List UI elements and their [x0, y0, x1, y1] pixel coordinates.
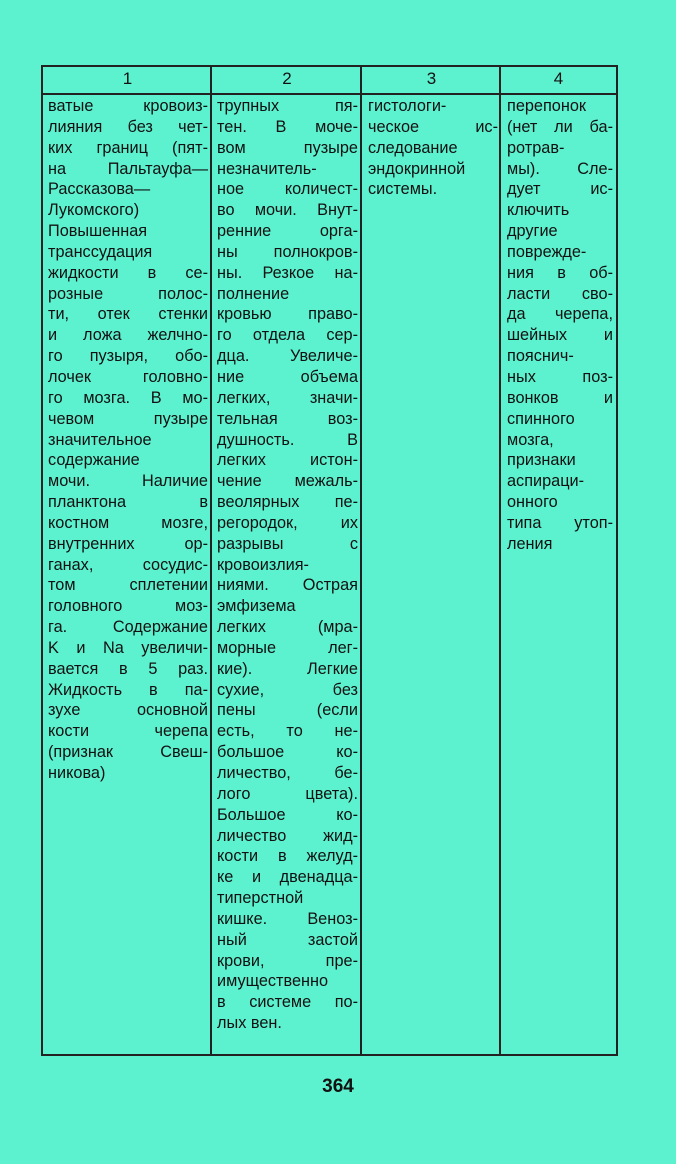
text-line: веолярных пе-: [217, 493, 358, 512]
text-line: го пузыря, обо-: [48, 347, 208, 366]
text-line: трупных пя-: [217, 97, 358, 115]
text-line: пояснич-: [507, 347, 574, 366]
table-cell-column-4: [501, 93, 616, 1054]
text-line: ческое ис-: [368, 117, 498, 136]
text-line: эмфизема: [217, 597, 296, 616]
text-line: том сплетении: [48, 576, 208, 595]
text-line: системы.: [368, 180, 438, 199]
text-line: значительное: [48, 430, 152, 449]
text-line: го отдела сер-: [217, 326, 358, 345]
text-line: (признак Свеш-: [48, 743, 208, 762]
text-line: жидкости в се-: [48, 263, 208, 282]
text-line: транссудация: [48, 242, 153, 261]
text-line: Лукомского): [48, 201, 140, 220]
text-line: кровоизлия-: [217, 555, 309, 574]
text-line: зухе основной: [48, 701, 208, 720]
data-table: [41, 65, 618, 1056]
text-line: вом пузыре: [217, 138, 358, 157]
table-cell-column-1: [43, 93, 212, 1054]
text-line: есть, то не-: [217, 722, 358, 741]
text-line: ное количест-: [217, 180, 358, 199]
text-line: кости черепа: [48, 722, 208, 741]
text-line: крови, пре-: [217, 951, 358, 970]
text-line: кости в желуд-: [217, 847, 358, 866]
text-line: ны. Резкое на-: [217, 263, 358, 282]
text-line: ких границ (пят-: [48, 138, 208, 157]
text-line: и ложа желчно-: [48, 326, 208, 345]
text-line: другие: [507, 222, 558, 241]
text-line: легких истон-: [217, 451, 358, 470]
text-line: регородок, их: [217, 513, 358, 532]
text-line: аспираци-: [507, 472, 585, 491]
text-line: Повышенная: [48, 222, 148, 241]
text-line: ный застой: [217, 930, 358, 949]
text-line: незначитель-: [217, 159, 317, 178]
text-line: сухие, без: [217, 680, 358, 699]
text-line: во мочи. Внут-: [217, 201, 358, 220]
text-line: разрывы с: [217, 534, 358, 553]
text-line: дует ис-: [507, 180, 613, 199]
text-line: онного: [507, 493, 558, 512]
text-line: лияния без чет-: [48, 117, 208, 136]
text-line: тен. В моче-: [217, 117, 358, 136]
text-line: чевом пузыре: [48, 409, 208, 428]
text-line: чение межаль-: [217, 472, 358, 491]
table-header-row: [43, 67, 616, 95]
text-line: лого цвета).: [217, 784, 358, 803]
text-line: Рассказова—: [48, 180, 151, 199]
text-line: следование: [368, 138, 458, 157]
text-line: ние объема: [217, 367, 358, 386]
text-line: никова): [48, 764, 106, 782]
text-line: головного моз-: [48, 597, 208, 616]
text-line: мы). Сле-: [507, 159, 613, 178]
text-line: лочек головно-: [48, 367, 208, 386]
text-line: ключить: [507, 201, 570, 220]
text-line: перепонок: [507, 97, 587, 115]
text-line: да черепа,: [507, 305, 613, 324]
text-line: кишке. Веноз-: [217, 909, 358, 928]
column-header-3: 3: [426, 69, 437, 88]
text-line: спинного: [507, 409, 575, 428]
column-divider: [499, 67, 501, 1054]
text-line: полнение: [217, 284, 290, 303]
text-line: ния в об-: [507, 263, 613, 282]
text-line: мозга,: [507, 430, 554, 449]
text-line: планктона в: [48, 493, 208, 512]
text-line: дца. Увеличе-: [217, 347, 358, 366]
text-line: типерстной: [217, 889, 304, 908]
text-line: шейных и: [507, 326, 613, 345]
text-line: внутренних ор-: [48, 534, 208, 553]
text-line: эндокринной: [368, 159, 466, 178]
text-line: Жидкость в па-: [48, 680, 208, 699]
column-header-2: 2: [282, 69, 292, 88]
table-body: [43, 93, 616, 1054]
text-line: кие). Легкие: [217, 659, 358, 678]
text-line: пены (если: [217, 701, 358, 720]
text-line: ласти сво-: [507, 284, 613, 303]
text-line: на Пальтауфа—: [48, 159, 208, 178]
text-line: Большое ко-: [217, 805, 358, 824]
text-line: морные лег-: [217, 638, 358, 657]
text-line: ке и двенадца-: [217, 868, 358, 887]
text-line: в системе по-: [217, 993, 358, 1012]
column-divider: [210, 67, 212, 1054]
text-line: ренние орга-: [217, 222, 358, 241]
text-line: ватые кровоиз-: [48, 97, 208, 115]
text-line: имущественно: [217, 972, 329, 991]
text-line: личество жид-: [217, 826, 358, 845]
text-line: вается в 5 раз.: [48, 659, 208, 678]
text-line: душность. В: [217, 430, 358, 449]
text-line: ротрав-: [507, 138, 565, 157]
text-line: ганах, сосудис-: [48, 555, 208, 574]
text-line: вонков и: [507, 388, 613, 407]
column-header-1: 1: [122, 69, 133, 88]
text-line: ти, отек стенки: [48, 305, 208, 324]
text-line: ниями. Острая: [217, 576, 358, 595]
text-line: тельная воз-: [217, 409, 358, 428]
text-line: мочи. Наличие: [48, 472, 208, 491]
text-line: K и Na увеличи-: [48, 638, 208, 657]
text-line: признаки: [507, 451, 576, 470]
text-line: большое ко-: [217, 743, 358, 762]
text-line: гистологи-: [368, 97, 447, 115]
text-line: ления: [507, 534, 553, 553]
text-line: легких (мра-: [217, 618, 358, 637]
text-line: поврежде-: [507, 242, 587, 261]
text-line: типа утоп-: [507, 513, 613, 532]
text-line: (нет ли ба-: [507, 117, 613, 136]
text-line: содержание: [48, 451, 140, 470]
text-line: га. Содержание: [48, 618, 208, 637]
table-cell-column-2: [212, 93, 362, 1054]
text-line: кровью право-: [217, 305, 358, 324]
text-line: личество, бе-: [217, 764, 358, 782]
text-line: розные полос-: [48, 284, 208, 303]
column-header-4: 4: [553, 69, 564, 88]
table-cell-column-3: [362, 93, 501, 1054]
page-number: 364: [322, 1076, 354, 1097]
text-line: легких, значи-: [217, 388, 358, 407]
column-divider: [360, 67, 362, 1054]
text-line: ны полнокров-: [217, 242, 358, 261]
text-line: костном мозге,: [48, 513, 208, 532]
text-line: го мозга. В мо-: [48, 388, 208, 407]
text-line: лых вен.: [217, 1014, 282, 1033]
text-line: ных поз-: [507, 367, 613, 386]
